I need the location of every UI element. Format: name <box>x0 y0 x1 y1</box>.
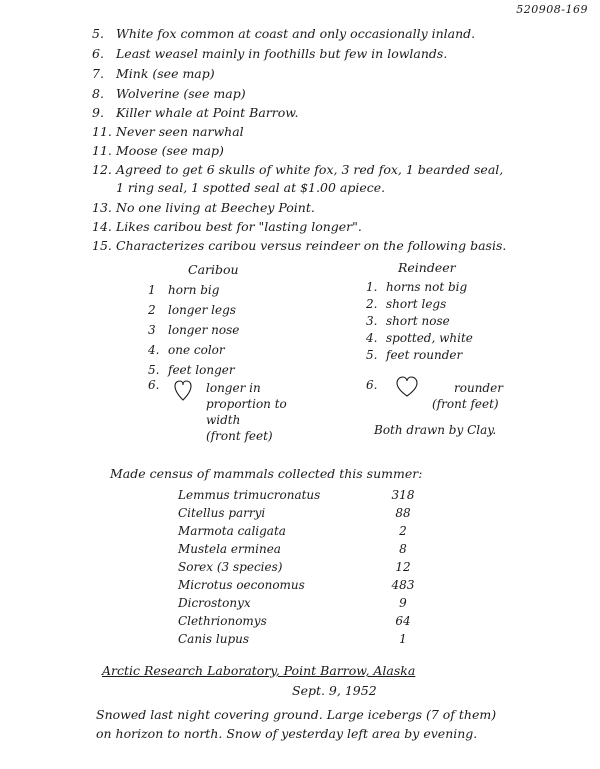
entry-line: on horizon to north. Snow of yesterday left area by evening. <box>96 726 478 741</box>
reindeer-item: 2. short legs <box>366 297 447 311</box>
reindeer-item: 4. spotted, white <box>366 331 473 345</box>
note-item: 13. No one living at Beechey Point. <box>92 200 315 215</box>
page-id: 520908-169 <box>516 3 588 16</box>
caribou-hoof-drawing-icon <box>174 380 192 402</box>
note-item: 5. White fox common at coast and only occasionally inland. <box>92 26 476 41</box>
note-item: 8. Wolverine (see map) <box>92 86 246 101</box>
note-item: 11. Never seen narwhal <box>92 124 244 139</box>
caribou-item: 2 longer legs <box>148 303 236 317</box>
note-item: 14. Likes caribou best for "lasting longer". <box>92 219 362 234</box>
reindeer-item-6-text: rounder (front feet) <box>432 381 503 411</box>
note-item-continued: 1 ring seal, 1 spotted seal at $1.00 apiece. <box>116 180 386 195</box>
reindeer-item: 1. horns not big <box>366 280 468 294</box>
note-item: 15. Characterizes caribou versus reindeer on the following basis. <box>92 238 507 253</box>
entry-location: Arctic Research Laboratory, Point Barrow, Alaska <box>102 663 416 678</box>
caribou-item: 1 horn big <box>148 283 220 297</box>
census-title: Made census of mammals collected this summer: <box>110 466 423 481</box>
caribou-item: 3 longer nose <box>148 323 240 337</box>
notebook-page: 520908-169 5. White fox common at coast and only occasionally inland. 6. Least weasel mainly in foothills but few in lowlands. 7. Mink (see map) 8. Wolverine (see map) 9. Killer whale at Point Barrow. 11. Never seen narwhal 11. Moose (see map) 12. Agreed to get 6 skulls of white fox, 3 red fox, 1 bearded seal, 1 ring seal, 1 spotted seal at $1.00 apiece. 13. No one living at Beechey Point. 14. Likes caribou best for "lasting longer". 15. Characterizes caribou versus reindeer on the following basis. Caribou 1 horn big 2 longer legs 3 longer nose 4. one color 5. feet longer 6. longer in proportion to width (front feet) Reindeer 1. horns not big 2. short legs 3. short nose 4. spotted, white 5. feet rounder 6. rounder (front feet) Both drawn by Clay. Made census of mammals collected this summer: Lemmus trimucronatus 318 Citellus parryi 88 Marmota caligata 2 Mustela erminea 8 Sorex (3 species) 12 Microtus oeconomus 483 Dicrostonyx 9 Clethrionomys 64 Canis lupus 1 Arctic Research Laboratory, Point Barrow, Alaska Sept. 9, 1952 Snowed last night covering ground. Large icebergs (7 of them) on horizon to north. Snow of yesterday left area by evening. <box>92 3 588 741</box>
note-item: 12. Agreed to get 6 skulls of white fox, 3 red fox, 1 bearded seal, <box>92 162 504 177</box>
drawn-by-note: Both drawn by Clay. <box>374 423 497 437</box>
note-item: 6. Least weasel mainly in foothills but few in lowlands. <box>92 46 448 61</box>
reindeer-item: 3. short nose <box>366 314 450 328</box>
note-item: 11. Moose (see map) <box>92 143 224 158</box>
note-item: 7. Mink (see map) <box>92 66 215 81</box>
entry-line: Snowed last night covering ground. Large icebergs (7 of them) <box>96 707 497 722</box>
reindeer-heading: Reindeer <box>398 260 456 275</box>
reindeer-item: 5. feet rounder <box>366 348 463 362</box>
caribou-item: 4. one color <box>148 343 225 357</box>
entry-date: Sept. 9, 1952 <box>292 683 377 698</box>
caribou-item-6-text: longer in proportion to width (front feet) <box>206 381 287 443</box>
caribou-heading: Caribou <box>188 262 239 277</box>
caribou-item: 5. feet longer <box>148 363 235 377</box>
reindeer-hoof-drawing-icon <box>396 376 418 398</box>
caribou-item-6-number: 6. <box>148 378 160 392</box>
reindeer-item-6-number: 6. <box>366 378 378 392</box>
note-item: 9. Killer whale at Point Barrow. <box>92 105 299 120</box>
